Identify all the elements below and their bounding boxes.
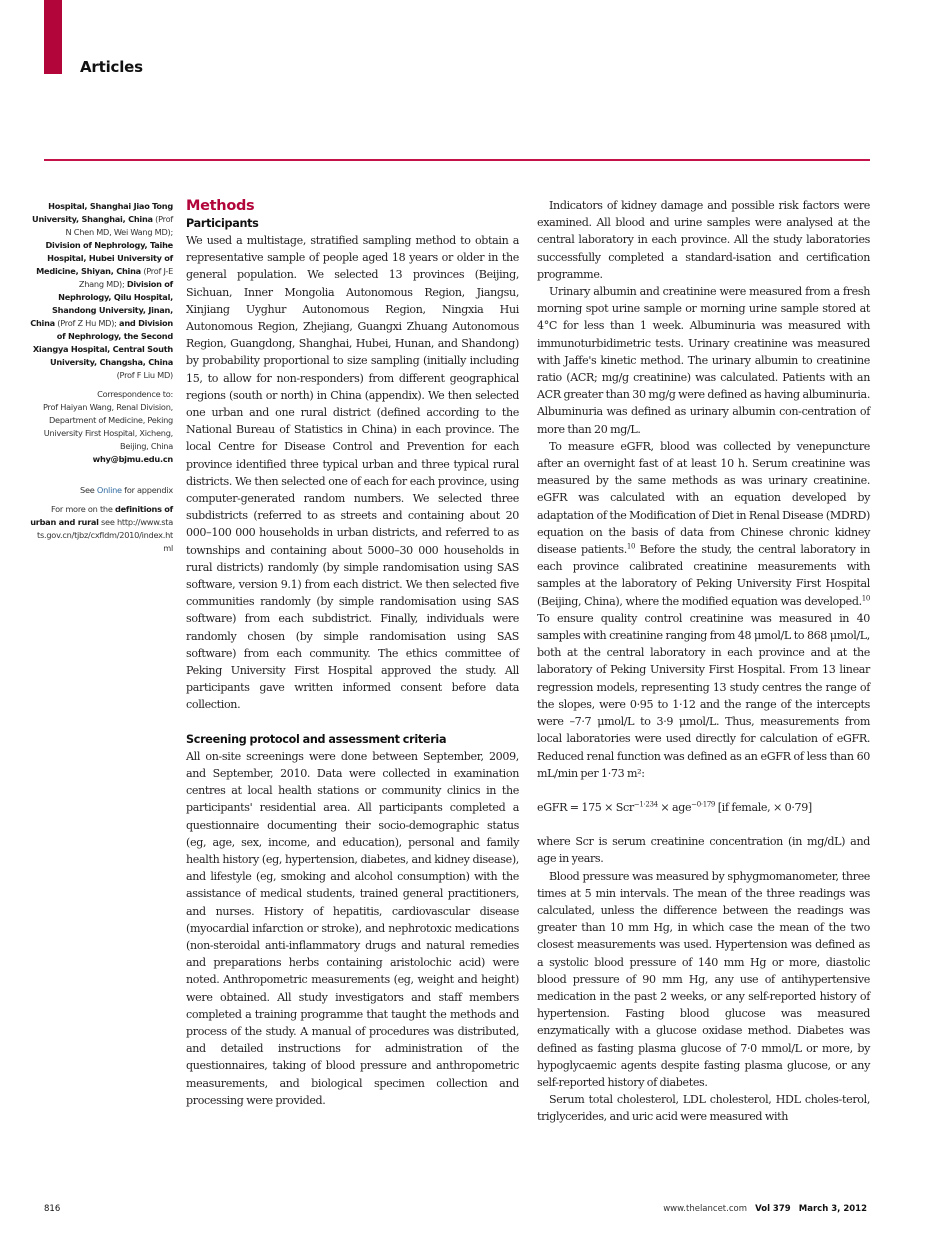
paragraph-text: To measure eGFR, blood was collected by venepuncture after an overnight fast of at least 10 h. Serum creatinine was measured by the same methods as was urinary creatinine. eGFR was calculated with an equation developed by adaptation of the Modification of Diet in Renal Disease (MDRD) equation on the basis of data from Chinese chronic kidney disease patients. [537, 439, 870, 557]
paragraph: Blood pressure was measured by sphygmomanometer, three times at 5 min intervals. The mean of the three readings was calculated, unless the difference between the readings was greater than 10 mm Hg, in which case the mean of the two closest measurements was used. Hypertension was defined as a systolic blood pressure of 140 mm Hg or more, diastolic blood pressure of 90 mm Hg, any use of antihypertensive medication in the past 2 weeks, or any self-reported history of hypertension. Fasting blood glucose was measured enzymatically with a glucose oxidase method. Diabetes was defined as fasting plasma glucose of 7·0 mmol/L or more, by hypoglycaemic agents despite fasting plasma glucose, or any self-reported history of diabetes. [537, 869, 870, 1089]
note-text: See [80, 485, 97, 495]
see-online-note [30, 484, 173, 497]
paragraph [537, 438, 870, 782]
note-text: For more on the [50, 504, 115, 514]
definitions-url[interactable]: see http://www.stats.gov.cn/tjbz/cxfldm/2010/index.html [37, 517, 173, 553]
reference-marker[interactable]: 10 [626, 542, 636, 551]
affiliation-name: and Division of Nephrology, the Second Xiangya Hospital, Central South University, Changsha, China [32, 318, 173, 367]
equation-exponent: −1·234 [633, 800, 658, 809]
article-column-left [186, 197, 519, 1109]
page-number: 816 [44, 1204, 61, 1214]
header-rule [44, 159, 870, 161]
affiliation-name: Hospital, Shanghai Jiao Tong University, Shanghai, China [32, 201, 173, 224]
correspondence-block [30, 388, 173, 466]
paragraph: Indicators of kidney damage and possible risk factors were examined. All blood and urine samples were analysed at the central laboratory in each province. All the study laboratories successfully completed a standard-isation and certification programme. [537, 199, 870, 281]
subheading-screening: Screening protocol and assessment criteria [186, 732, 447, 746]
author-affiliations [30, 200, 173, 382]
section-heading-methods: Methods [186, 198, 255, 214]
note-text: for appendix [121, 485, 173, 495]
paragraph: All on-site screenings were done between September, 2009, and September, 2010. Data were collected in examination centres at local health stations or community clinics in the participants' residential area. All participants completed a questionnaire documenting their socio-demographic status (eg, age, sex, income, and education), personal and family health history (eg, hypertension, diabetes, and kidney disease), and lifestyle (eg, smoking and alcohol consumption) with the assistance of medical students, trained general practitioners, and nurses. History of hepatitis, cardiovascular disease (myocardial infarction or stroke), and nephrotoxic medications (non-steroidal anti-inflammatory drugs and natural remedies and preparations herbs containing aristolochic acid) were noted. Anthropometric measurements (eg, weight and height) were obtained. All study investigators and staff members completed a training programme that taught the methods and process of the study. A manual of procedures was distributed, and detailed instructions for administration of the questionnaires, taking of blood pressure and anthropometric measurements, and biological specimen collection and processing were provided. [186, 749, 519, 1107]
footer-citation [663, 1204, 867, 1214]
correspondence-text: Prof Haiyan Wang, Renal Division, Department of Medicine, Peking University First Hospital, Xicheng, Beijing, China [43, 402, 173, 451]
egfr-equation [537, 799, 870, 816]
affiliation-authors: (Prof N Chen MD, Wei Wang MD); [65, 214, 173, 237]
online-link[interactable]: Online [96, 485, 122, 495]
section-label: Articles [80, 58, 143, 76]
affiliation-name: Division of Nephrology, Taihe Hospital, Hubei University of Medicine, Shiyan, China [36, 240, 173, 276]
affiliation-name: Division of Nephrology, Qilu Hospital, Shandong University, Jinan, China [30, 279, 173, 328]
journal-accent-bar [44, 0, 62, 74]
issue-date: March 3, 2012 [798, 1204, 867, 1214]
paragraph: We used a multistage, stratified sampling method to obtain a representative sample of people aged 18 years or older in the general population. We selected 13 provinces (Beijing, Sichuan, Inner Mongolia Autonomous Region, Jiangsu, Xinjiang Uyghur Autonomous Region, Ningxia Hui Autonomous Region, Zhejiang, Guangxi Zhuang Autonomous Region, Guangdong, Shanghai, Hubei, Hunan, and Shandong) by probability proportional to size sampling (initially including 15, to allow for non-responders) from different geographical regions (south or north) in China (appendix). We then selected one urban and one rural district (defined according to the National Bureau of Statistics in China) in each province. The local Centre for Disease Control and Prevention for each province identified three typical urban and three typical rural districts. We then selected one of each for each province, using computer-generated random numbers. We selected three subdistricts (referred to as streets and containing about 20 000–100 000 households in urban districts, and referred to as townships and containing about 5000–30 000 households in rural districts) randomly (by simple randomisation using SAS software, version 9.1) from each district. We then selected five communities randomly (by simple randomisation using SAS software) from each subdistrict. Finally, individuals were randomly chosen (by simple randomisation using SAS software) from each community. The ethics committee of Peking University First Hospital approved the study. All participants gave written informed consent before data collection. [186, 234, 519, 712]
paragraph: where Scr is serum creatinine concentration (in mg/dL) and age in years. [537, 835, 870, 866]
equation-part: × age [657, 800, 692, 814]
equation-part: eGFR = 175 × Scr [537, 800, 634, 814]
definitions-note [30, 503, 173, 555]
reference-marker[interactable]: 10 [861, 593, 870, 602]
journal-website[interactable]: www.thelancet.com [663, 1204, 747, 1214]
note-bold-text: definitions of urban and rural [30, 504, 173, 527]
paragraph: Urinary albumin and creatinine were measured from a fresh morning spot urine sample or morning urine sample stored at 4°C for less than 1 week. Albuminuria was measured with immunoturbidimetric tests. Urinary creatinine was measured with Jaffe's kinetic method. The urinary albumin to creatinine ratio (ACR; mg/g creatinine) was calculated. Patients with an ACR greater than 30 mg/g were defined as having albuminuria. Albuminuria was defined as urinary albumin con-centration of more than 20 mg/L. [537, 285, 870, 436]
paragraph: Serum total cholesterol, LDL cholesterol, HDL choles-terol, triglycerides, and uric acid were measured with [537, 1093, 870, 1124]
journal-volume: Vol 379 [755, 1204, 791, 1214]
correspondence-email[interactable]: why@bjmu.edu.cn [92, 454, 173, 464]
affiliation-authors: (Prof J-E Zhang MD); [78, 266, 173, 289]
article-column-right [537, 197, 870, 1126]
paragraph-text: To ensure quality control creatinine was measured in 40 samples with creatinine ranging from 48 μmol/L to 868 μmol/L, both at the central laboratory in each province and at the laboratory of Peking University First Hospital. From 13 linear regression models, representing 13 study centres the range of the slopes, were 0·95 to 1·12 and the range of the intercepts were –7·7 μmol/L to 3·9 μmol/L. Thus, measurements from local laboratories were used directly for calculation of eGFR. Reduced renal function was defined as an eGFR of less than 60 mL/min per 1·73 m²: [537, 611, 870, 780]
subheading-participants: Participants [186, 217, 259, 230]
correspondence-label: Correspondence to: [97, 389, 173, 399]
affiliation-authors: (Prof F Liu MD) [116, 370, 173, 380]
affiliation-authors: (Prof Z Hu MD); [54, 318, 120, 328]
paragraph-text: Before the study, the central laboratory in each province calibrated creatinine measurements with samples at the laboratory of Peking University First Hospital (Beijing, China), where the modified equation was developed. [537, 543, 870, 608]
equation-part: [if female, × 0·79] [715, 800, 812, 814]
equation-exponent: −0·179 [691, 800, 716, 809]
sidebar-notes [30, 200, 173, 561]
